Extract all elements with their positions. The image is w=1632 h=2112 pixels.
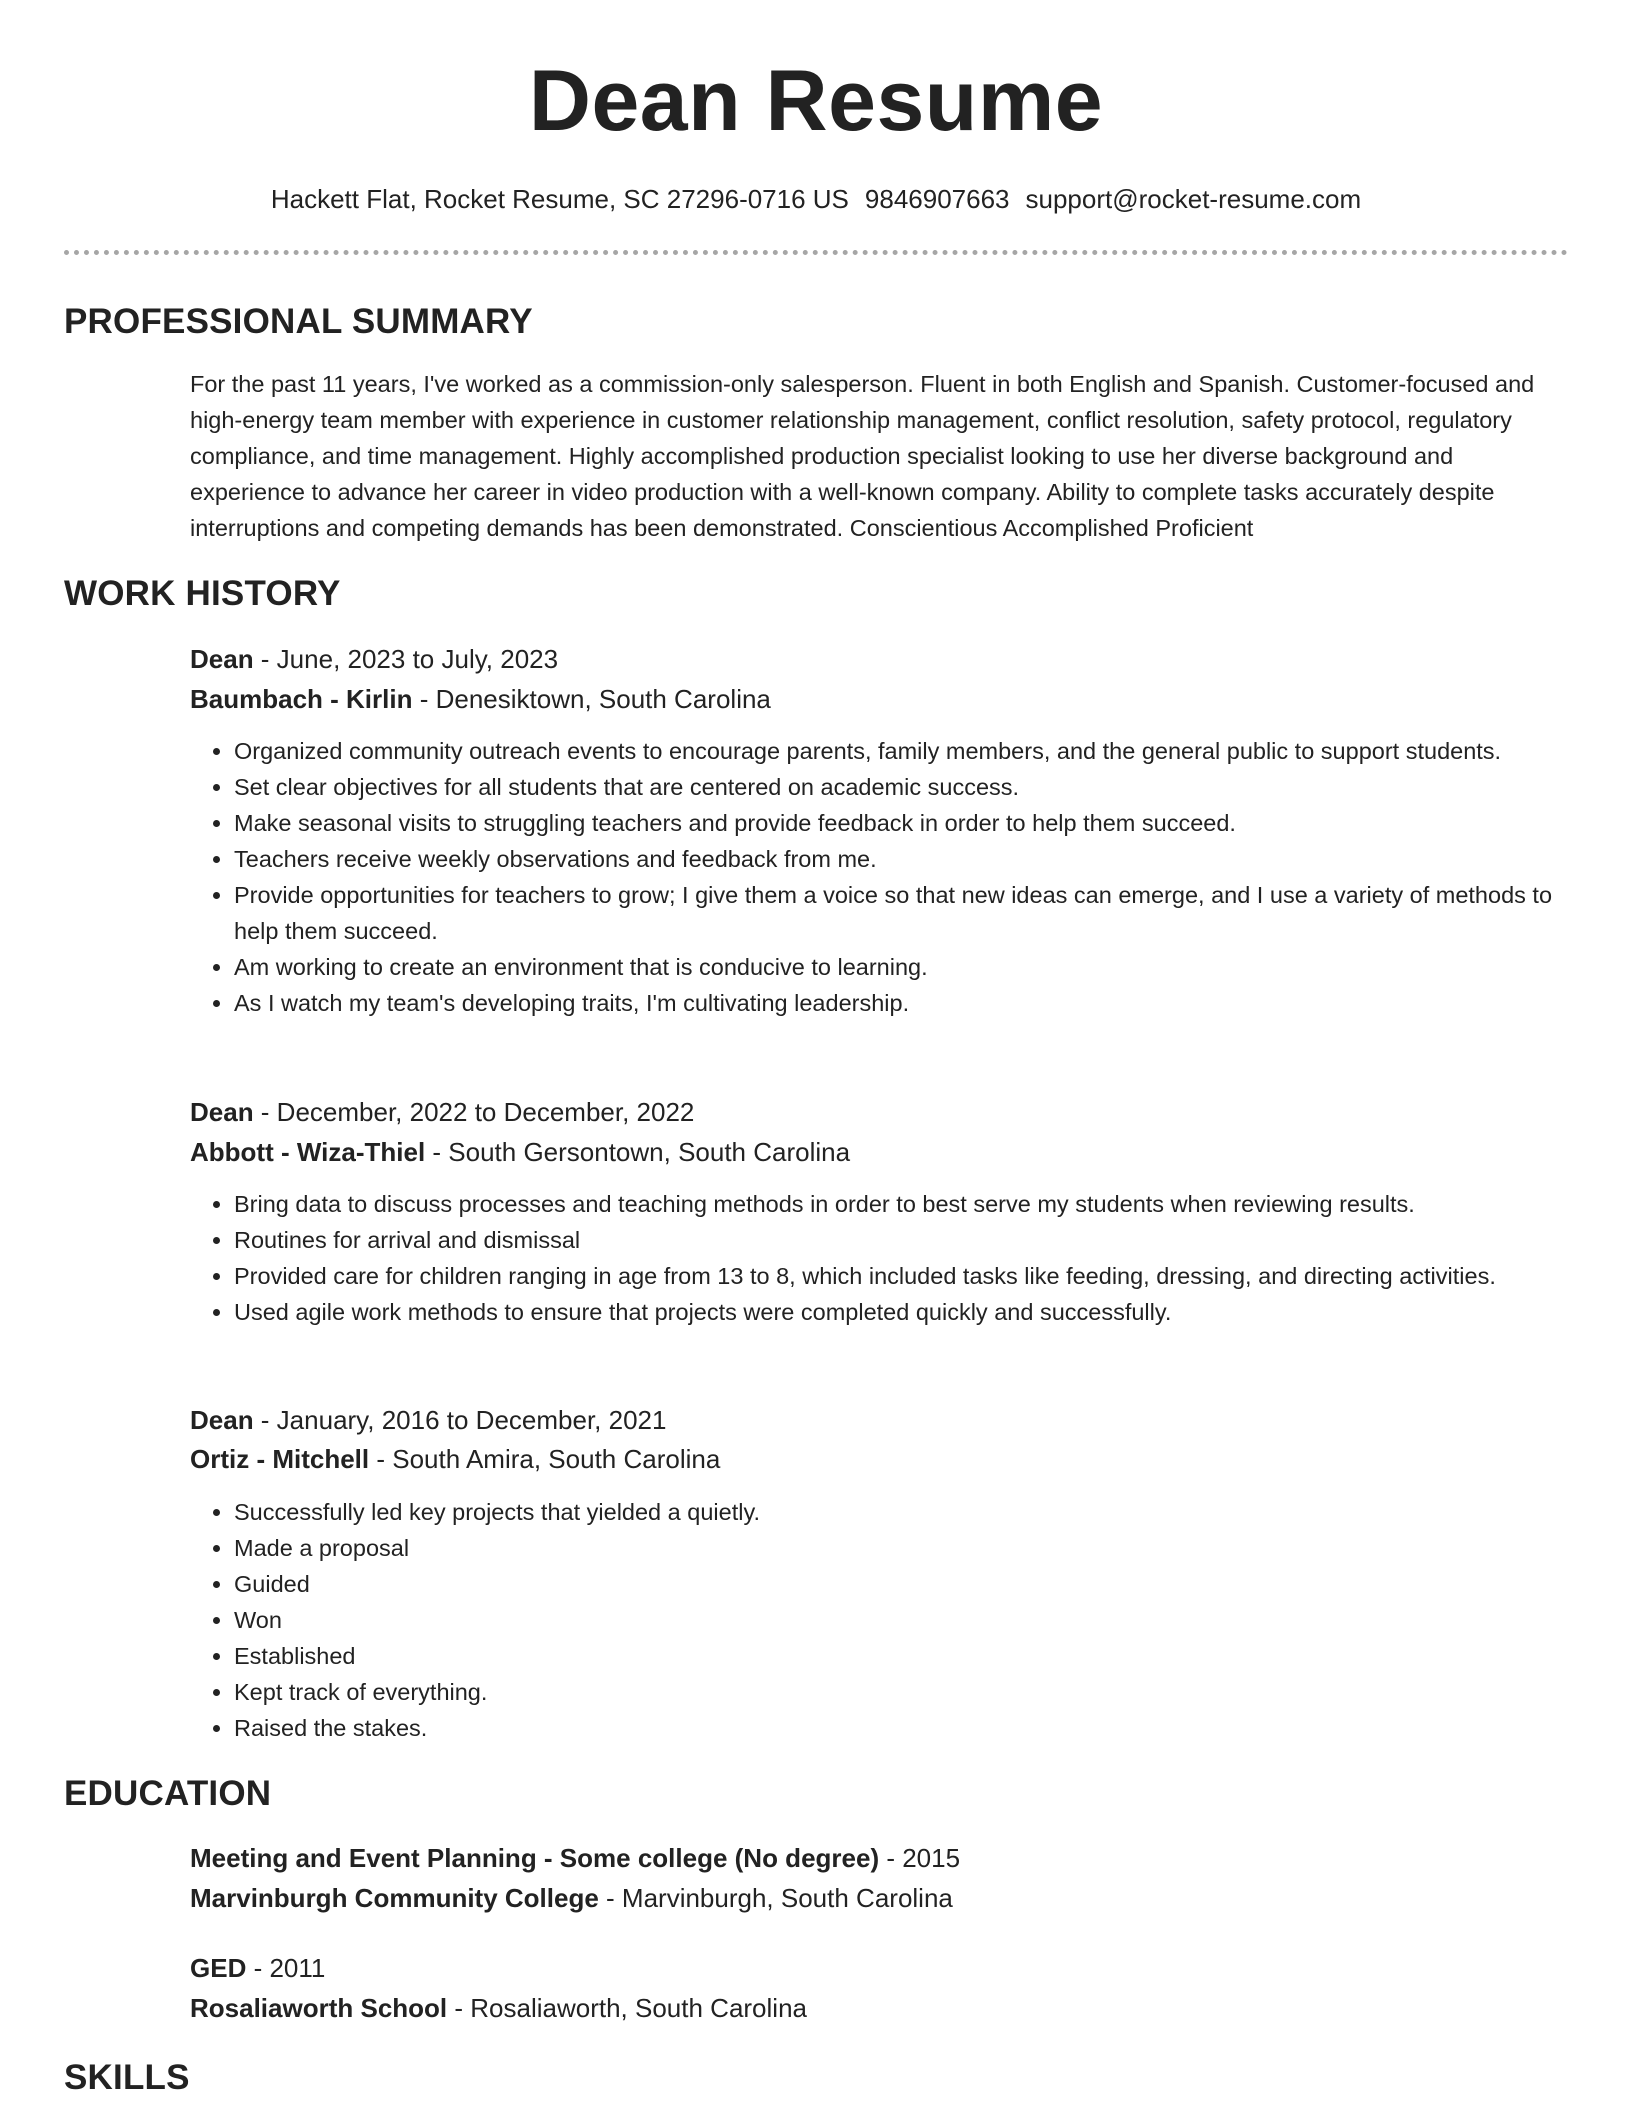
job-1-location: - Denesiktown, South Carolina [412, 684, 771, 714]
job-2-role: Dean [190, 1097, 254, 1127]
list-item: • Established [234, 1638, 1564, 1674]
contact-phone: 9846907663 [864, 184, 1010, 214]
list-item: • Am working to create an environment that is conducive to learning. [234, 949, 1564, 985]
job-2-company-line [190, 1134, 850, 1170]
education-2-school-line [190, 1990, 807, 2026]
list-item: • Won [234, 1602, 1564, 1638]
skills-title: SKILLS [64, 2058, 190, 2097]
education-2-school: Rosaliaworth School [190, 1993, 448, 2023]
education-1-school: Marvinburgh Community College [190, 1883, 599, 1913]
job-2-title-line [190, 1094, 694, 1130]
list-item: • As I watch my team's developing traits, I'm cultivating leadership. [234, 985, 1564, 1021]
job-1-title-line [190, 641, 558, 677]
education-1-school-line [190, 1880, 953, 1916]
list-item: • Set clear objectives for all students that are centered on academic success. [234, 769, 1564, 805]
education-2-degree: GED [190, 1953, 247, 1983]
list-item: • Make seasonal visits to struggling teachers and provide feedback in order to help them succeed. [234, 805, 1564, 841]
contact-address: Hackett Flat, Rocket Resume, SC 27296-0716 US [270, 184, 849, 214]
list-item: • Routines for arrival and dismissal [234, 1222, 1564, 1258]
education-title: EDUCATION [64, 1774, 272, 1813]
job-1-company: Baumbach - Kirlin [190, 684, 413, 714]
list-item: • Teachers receive weekly observations and feedback from me. [234, 841, 1564, 877]
list-item: • Kept track of everything. [234, 1674, 1564, 1710]
list-item: • Successfully led key projects that yielded a quietly. [234, 1494, 1564, 1530]
list-item: • Bring data to discuss processes and teaching methods in order to best serve my students when reviewing results. [234, 1186, 1564, 1222]
job-3-company-line [190, 1441, 720, 1477]
job-1-company-line [190, 681, 771, 717]
education-2-degree-line [190, 1950, 325, 1986]
job-1-bullets [190, 733, 1564, 1021]
education-1-location: - Marvinburgh, South Carolina [598, 1883, 953, 1913]
job-3-dates: - January, 2016 to December, 2021 [253, 1405, 667, 1435]
job-3-bullets [190, 1494, 1564, 1746]
education-1-year: - 2015 [879, 1843, 961, 1873]
contact-email: support@rocket-resume.com [1025, 184, 1362, 214]
resume-name: Dean Resume [528, 53, 1104, 149]
header-divider [64, 250, 1568, 255]
job-3-title-line [190, 1402, 666, 1438]
job-3-location: - South Amira, South Carolina [369, 1444, 721, 1474]
education-2-year: - 2011 [246, 1953, 326, 1983]
summary-title: PROFESSIONAL SUMMARY [64, 302, 533, 341]
list-item: • Guided [234, 1566, 1564, 1602]
education-2-location: - Rosaliaworth, South Carolina [447, 1993, 807, 2023]
contact-line [0, 183, 1632, 215]
work-history-title: WORK HISTORY [64, 574, 341, 613]
list-item: • Made a proposal [234, 1530, 1564, 1566]
job-1-dates: - June, 2023 to July, 2023 [253, 644, 559, 674]
job-2-location: - South Gersontown, South Carolina [425, 1137, 851, 1167]
list-item: • Provided care for children ranging in age from 13 to 8, which included tasks like feeding, dressing, and directing activities. [234, 1258, 1564, 1294]
education-1-degree: Meeting and Event Planning - Some college (No degree) [190, 1843, 880, 1873]
list-item: • Provide opportunities for teachers to grow; I give them a voice so that new ideas can emerge, and I use a variety of methods to help them succeed. [234, 877, 1564, 949]
job-1-role: Dean [190, 644, 254, 674]
job-3-role: Dean [190, 1405, 254, 1435]
summary-text: For the past 11 years, I've worked as a commission-only salesperson. Fluent in both English and Spanish. Customer-focused and high-energy team member with experience in customer relationship management, conflict resolution, safety protocol, regulatory compliance, and time management. Highly accomplished production specialist looking to use her diverse background and experience to advance her career in video production with a well-known company. Ability to complete tasks accurately despite interruptions and competing demands has been demonstrated. Conscientious Accomplished Proficient [190, 371, 1535, 541]
list-item: • Organized community outreach events to encourage parents, family members, and the general public to support students. [234, 733, 1564, 769]
job-2-dates: - December, 2022 to December, 2022 [253, 1097, 695, 1127]
list-item: • Used agile work methods to ensure that projects were completed quickly and successfully. [234, 1294, 1564, 1330]
list-item: • Raised the stakes. [234, 1710, 1564, 1746]
job-3-company: Ortiz - Mitchell [190, 1444, 370, 1474]
education-1-degree-line [190, 1840, 960, 1876]
job-2-company: Abbott - Wiza-Thiel [190, 1137, 426, 1167]
job-2-bullets [190, 1186, 1564, 1330]
